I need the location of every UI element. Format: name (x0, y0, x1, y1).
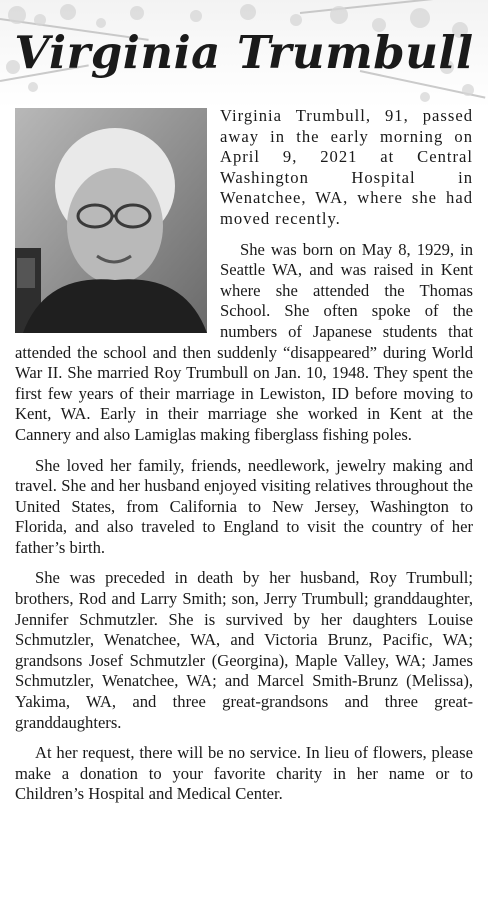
blossom-decoration (330, 6, 348, 24)
paragraph-service: At her request, there will be no service. In lieu of flowers, please make a donation to your favorite charity in her name or to Children’s Hospital and Medical Center. (15, 743, 473, 804)
blossom-decoration (462, 84, 474, 96)
paragraph-family: She was preceded in death by her husband, Roy Trumbull; brothers, Rod and Larry Smith; son, Jerry Trumbull; granddaughter, Jennifer Schmutzler. She is survived by her daughters Louise Schmutzler, Wenatchee, WA, and Victoria Brunz, Pacific, WA; grandsons Josef Schmutzler (Georgina), Maple Valley, WA; James Schmutzler, Wenatchee, WA; and Marcel Smith-Brunz (Melissa), Yakima, WA, and three great-grandsons and three great-granddaughters. (15, 568, 473, 732)
floral-header-banner (0, 0, 488, 108)
blossom-decoration (410, 8, 430, 28)
blossom-decoration (8, 6, 26, 24)
blossom-decoration (240, 4, 256, 20)
blossom-decoration (290, 14, 302, 26)
blossom-decoration (130, 6, 144, 20)
blossom-decoration (28, 82, 38, 92)
blossom-decoration (60, 4, 76, 20)
blossom-decoration (34, 14, 46, 26)
obituary-body (15, 106, 473, 815)
obituary-title: Virginia Trumbull (14, 26, 474, 79)
blossom-decoration (420, 92, 430, 102)
paragraph-death-notice: Virginia Trumbull, 91, passed away in the early morning on April 9, 2021 at Central Washington Hospital in Wenatchee, WA, where she had moved recently. (220, 106, 473, 228)
paragraph-interests: She loved her family, friends, needlework, jewelry making and travel. She and her husband enjoyed visiting relatives throughout the United States, from California to New Jersey, Washington to Florida, and also traveled to England to visit the country of her father’s birth. (15, 455, 473, 557)
paragraph-early-life: She was born on May 8, 1929, in Seattle WA, and was raised in Kent where she attended the Thomas School. She often spoke of the numbers of Japanese students that attended the school and then suddenly “disappeared” during World War II. She married Roy Trumbull on Jan. 10, 1948. They spent the first few years of their marriage in Lewiston, ID before moving to Kent, WA. Early in their marriage she worked in Kent at the Cannery and also Lamiglas making fiberglass fishing poles. (15, 239, 473, 444)
branch-decoration (300, 0, 487, 14)
blossom-decoration (190, 10, 202, 22)
photo-spacer (15, 106, 220, 332)
